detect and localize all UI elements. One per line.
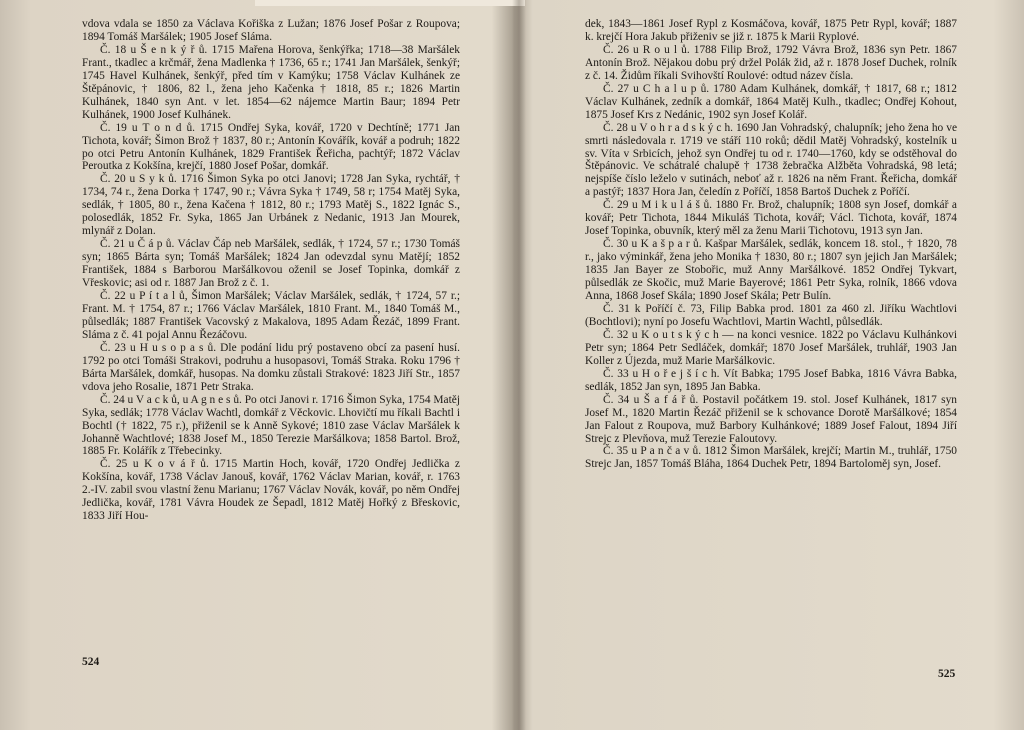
paragraph: Č. 31 k Poříčí č. 73, Filip Babka prod. 1801 za 460 zl. Jiříku Wachtlovi (Bochtlovi); nyní po Josefu Wachtlovi, Martin Wachtl, půlsedlák. xyxy=(585,302,957,328)
paragraph: Č. 27 u C h a l u p ů. 1780 Adam Kulhánek, domkář, † 1817, 68 r.; 1812 Václav Kulhánek, zedník a domkář, 1864 Matěj Kulh., tkadlec; Ondřej Kohout, 1875 Josef Krs z Nedánic, 1902 syn Josef Kolář. xyxy=(585,82,957,121)
paragraph: Č. 23 u H u s o p a s ů. Dle podání lidu prý postaveno obcí za pasení husí. 1792 po otci Tomáši Strakovi, podruhu a husopasovi, Tomáš Straka. Roku 1796 † Bárta Maršálek, domkář, husopas. Na domku zůstali Strakové: 1823 Jiří Str., 1857 vdova jeho Rosalie, 1871 Petr Straka. xyxy=(82,341,460,393)
paragraph: Č. 20 u S y k ů. 1716 Šimon Syka po otci Janovi; 1728 Jan Syka, rychtář, † 1734, 74 r., žena Dorka † 1747, 90 r.; Vávra Syka † 1749, 58 r; 1754 Matěj Syka, sedlák, † 1805, 80 r., žena Kačena † 1812, 80 r.; 1793 Matěj S., 1822 Ignác S., polosedlák, 1852 Fr. Syka, 1865 Jan Urbánek z Nedanic, 1913 Jan Mourek, mlynář z Dolan. xyxy=(82,173,460,238)
paragraph: Č. 28 u V o h r a d s k ý c h. 1690 Jan Vohradský, chalupník; jeho žena ho ve smrti následovala r. 1719 ve stáří 110 roků; dědil Matěj Vohradský, kostelník u sv. Víta v Srbicích, jehož syn Ondřej tu od r. 1740—1760, kdy se odstěhoval do Štěpánovic. Ve schátralé chalupě † 1738 žebračka Alžběta Vohradská, 98 letá; nejspíše číslo leželo v sutinách, neboť až r. 1826 na něm Frant. Řeřicha, domkář a pastýř; 1837 Hora Jan, čeledín z Poříčí, 1858 Bartoš Duchek z Poříčí. xyxy=(585,121,957,199)
paragraph: Č. 35 u P a n č a v ů. 1812 Šimon Maršálek, krejčí; Martin M., truhlář, 1750 Strejc Jan, 1857 Tomáš Bláha, 1864 Duchek Petr, 1894 Bartoloměj syn, Josef. xyxy=(585,445,957,471)
paragraph: dek, 1843—1861 Josef Rypl z Kosmáčova, kovář, 1875 Petr Rypl, kovář; 1887 k. krejčí Hora Jakub přiženiv se již r. 1875 k Marii Ryplové. xyxy=(585,18,957,43)
paragraph: Č. 22 u P í t a l ů, Šimon Maršálek; Václav Maršálek, sedlák, † 1724, 57 r.; Frant. M. † 1754, 87 r.; 1766 Václav Maršálek, 1810 Frant. M., 1840 Tomáš M., půlsedlák; 1887 František Vacovský z Makalova, 1895 Adam Řezáč, 1899 Frant. Sláma z č. 41 pojal Annu Řezáčovu. xyxy=(82,290,460,341)
book-gutter xyxy=(512,0,526,730)
paragraph: vdova vdala se 1850 za Václava Kořiška z Lužan; 1876 Josef Pošar z Roupova; 1894 Tomáš Maršálek; 1905 Josef Sláma. xyxy=(82,18,460,43)
paragraph: Č. 21 u Č á p ů. Václav Čáp neb Maršálek, sedlák, † 1724, 57 r.; 1730 Tomáš syn; 1865 Bárta syn; Tomáš Maršálek; 1824 Jan odevzdal synu Matějí; 1852 František, 1884 s Barborou Maršálkovou oženil se Josef Topinka, domkář z Vřeskovic; asi od r. 1887 Jan Brož z č. 1. xyxy=(82,238,460,290)
paragraph: Č. 18 u Š e n k ý ř ů. 1715 Mařena Horova, šenkýřka; 1718—38 Maršálek Frant., tkadlec a krčmář, žena Madlenka † 1736, 65 r.; 1741 Jan Maršálek, šenkýř; 1745 Havel Kulhánek, šenkýř, před tím v Kamýku; 1758 Václav Kulhánek ze Štěpánovic, † 1806, 82 l., žena jeho Kačenka † 1818, 85 r.; 1826 Martin Kulhánek, 1840 syn Ant. v let. 1854—62 nájemce Martin Baur; 1894 Petr Kulhánek, 1900 Josef Kulhánek. xyxy=(82,43,460,121)
paragraph: Č. 29 u M i k u l á š ů. 1880 Fr. Brož, chalupník; 1808 syn Josef, domkář a kovář; Petr Tichota, 1844 Mikuláš Tichota, kovář; Václ. Tichota, kovář, 1874 Josef Topinka, obuvník, který měl za ženu Marii Tichotovu, 1913 syn Jan. xyxy=(585,199,957,238)
paragraph: Č. 33 u H o ř e j š í c h. Vít Babka; 1795 Josef Babka, 1816 Vávra Babka, sedlák, 1852 Jan syn, 1895 Jan Babka. xyxy=(585,367,957,393)
paragraph: Č. 30 u K a š p a r ů. Kašpar Maršálek, sedlák, koncem 18. stol., † 1820, 78 r., jako výminkář, žena jeho Monika † 1830, 80 r.; 1807 syn jejich Jan Maršálek; 1835 Jan Bayer ze Stobořic, muž Anny Maršálkové. 1852 Ondřej Tykvart, půlsedlák ze Skočic, muž Marie Bayerové; 1861 Petr Syka, rolník, 1866 vdova Anna, 1868 Josef Skála; 1890 Josef Skála; Petr Bulín. xyxy=(585,238,957,303)
paragraph: Č. 24 u V a c k ů, u A g n e s ů. Po otci Janovi r. 1716 Šimon Syka, 1754 Matěj Syka, sedlák; 1778 Václav Wachtl, domkář z Věckovic. Lhovičtí mu říkali Bachtl i Bochtl († 1822, 75 r.), přiženil se k Anně Sykové; 1810 zase Václav Maršálek k Johanně Wachtlové; 1838 Josef M., 1850 Terezie Maršálkova; 1858 Bartol. Brož, 1885 Fr. Kolářík z Třebecinky. xyxy=(82,393,460,458)
page-number-right: 525 xyxy=(938,668,956,680)
paragraph: Č. 34 u Š a f á ř ů. Postavil počátkem 19. stol. Josef Kulhánek, 1817 syn Josef M., 1820 Martin Řezáč přiženil se k schovance Dorotě Maršálkové; 1854 Jan Falout z Roupova, muž Barbory Kulhánkové; 1889 Josef Falout, 1894 Jiří Strejc z Plevňova, muž Terezie Faloutovy. xyxy=(585,393,957,445)
paragraph: Č. 25 u K o v á ř ů. 1715 Martin Hoch, kovář, 1720 Ondřej Jedlička z Kokšína, kovář, 1738 Václav Janouš, kovář, 1762 Václav Marian, kovář, r. 1763 2.-IV. zabil svou vlastní ženu Marianu; 1767 Václav Novák, kovář, po něm Ondřej Jedlička, kovář, 1781 Vávra Houdek ze Šepadl, 1812 Matěj Hořký z Břeskovic, 1833 Jiří Hou- xyxy=(82,458,460,523)
paper-strip xyxy=(255,0,525,6)
paragraph: Č. 32 u K o u t s k ý c h — na konci vesnice. 1822 po Václavu Kulhánkovi Petr syn; 1864 Petr Sedláček, domkář; 1870 Josef Maršálek, truhlář, 1903 Jan Koller z Újezda, muž Marie Maršálkovic. xyxy=(585,328,957,367)
paragraph: Č. 26 u R o u l ů. 1788 Filip Brož, 1792 Vávra Brož, 1836 syn Petr. 1867 Antonín Brož. Nějakou dobu prý držel Polák žid, až r. 1878 Josef Duchek, rolník z č. 14. Židům říkali Svihovští Roulové: odtud název čísla. xyxy=(585,43,957,82)
page-number-left: 524 xyxy=(82,656,100,668)
left-page xyxy=(82,18,460,523)
right-page xyxy=(585,18,957,471)
paragraph: Č. 19 u T o n d ů. 1715 Ondřej Syka, kovář, 1720 v Dechtíně; 1771 Jan Tichota, kovář; Šimon Brož † 1837, 80 r.; Antonín Kovářík, kovář a podruh; 1822 po otci Petru Antonín Kulhánek, 1829 František Řeřicha, pachtýř; 1872 Václav Peroutka z Kokšína, krejčí, 1880 Josef Pošar, domkář. xyxy=(82,121,460,173)
